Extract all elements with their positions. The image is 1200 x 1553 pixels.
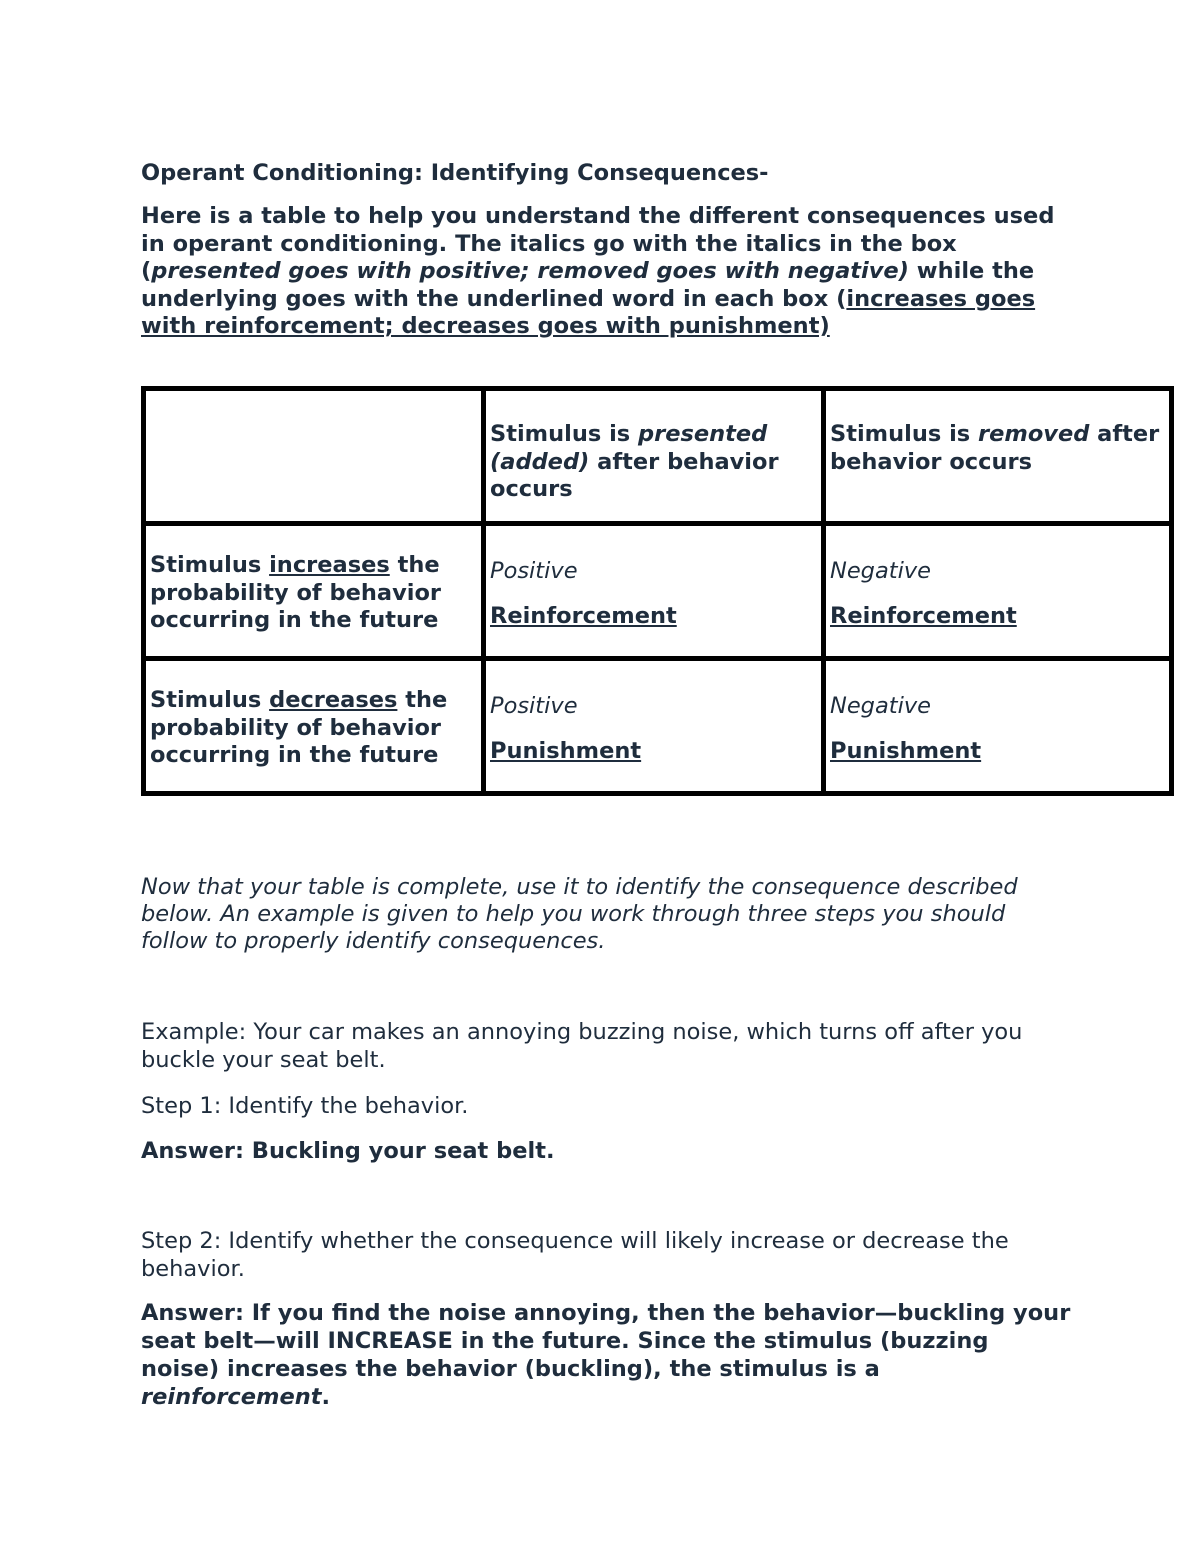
consequences-table [141, 386, 1174, 796]
header-presented: Stimulus is presented (added) after behavior occurs [484, 389, 824, 524]
intro-italic: presented goes with positive; removed goes with negative) [151, 258, 909, 284]
step-2: Step 2: Identify whether the consequence will likely increase or decrease the behavior. [141, 1228, 1009, 1282]
intro-paragraph [141, 203, 1061, 341]
cell-positive-punishment: Positive Punishment [484, 659, 824, 794]
table-corner-cell [144, 389, 484, 524]
cell-negative-reinforcement: Negative Reinforcement [824, 524, 1172, 659]
answer-2: Answer: If you find the noise annoying, then the behavior—buckling your seat belt—will INCREASE in the future. Since the stimulus (buzzing noise) increases the behavior (buckling), the stimulus is a reinforcement. [141, 1300, 1071, 1410]
table-row [144, 524, 1172, 659]
row-label-increases: Stimulus increases the probability of behavior occurring in the future [144, 524, 484, 659]
step-1: Step 1: Identify the behavior. [141, 1093, 469, 1119]
example-paragraph: Example: Your car makes an annoying buzzing noise, which turns off after you buckle your seat belt. [141, 1019, 1023, 1073]
row-label-decreases: Stimulus decreases the probability of behavior occurring in the future [144, 659, 484, 794]
table-row [144, 659, 1172, 794]
instructions-note: Now that your table is complete, use it to identify the consequence described below. An example is given to help you work through three steps you should follow to properly identify consequences. [141, 874, 1018, 954]
intro-text-1: Here is a table to help you understand the different consequences used in operant conditioning. The italics go with the italics in the box ( [141, 203, 1055, 284]
answer-1: Answer: Buckling your seat belt. [141, 1138, 555, 1164]
intro-text-2: while the underlying goes with the underlined word in each box ( [141, 258, 1035, 312]
cell-positive-reinforcement: Positive Reinforcement [484, 524, 824, 659]
document-title: Operant Conditioning: Identifying Consequences- [141, 160, 769, 186]
header-removed: Stimulus is removed after behavior occurs [824, 389, 1172, 524]
table-row [144, 389, 1172, 524]
intro-underlined: increases goes with reinforcement; decreases goes with punishment) [141, 285, 1036, 339]
cell-negative-punishment: Negative Punishment [824, 659, 1172, 794]
